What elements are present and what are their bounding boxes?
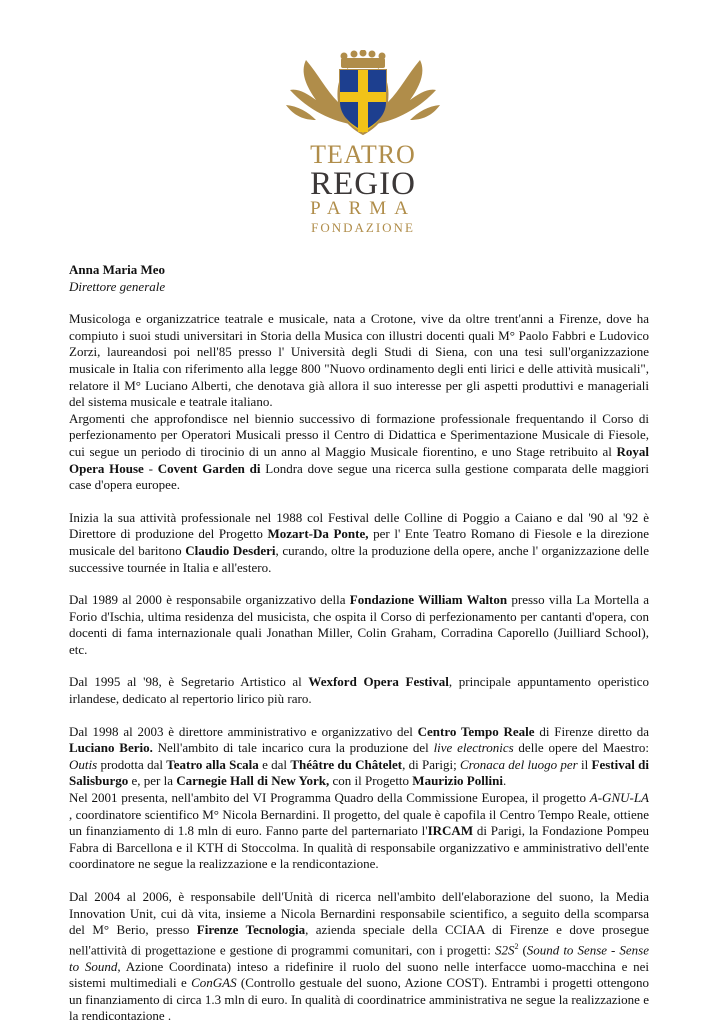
crest-icon xyxy=(278,50,448,140)
paragraph-wexford: Dal 1995 al '98, è Segretario Artistico al Wexford Opera Festival, principale appuntamento operistico irlandese, dedicato al repertorio lirico più raro. xyxy=(69,674,649,707)
paragraph-education: Musicologa e organizzatrice teatrale e musicale, nata a Crotone, vive da oltre trent'anni a Firenze, dove ha compiuto i suoi studi universitari in Storia della Musica con illustri docenti quali M° Paolo Fabbri e Ludovico Zorzi, laureandosi poi nell'85 presso l' Università degli Studi di Siena, con una tesi sull'organizzazione musicale in Italia con riferimento alla legge 800 "Nuovo ordinamento degli enti lirici e delle attività musicali", relatore il M° Luciano Alberti, che denotava già allora il suo interesse per gli aspetti produttivi e manageriali del sistema musicale e teatrale italiano. xyxy=(69,311,649,410)
biography xyxy=(69,262,649,1025)
paragraph-training: Argomenti che approfondisce nel biennio successivo di formazione professionale frequentando il Corso di perfezionamento per Operatori Musicali presso il Centro di Didattica e Sperimentazione Musicale di Fiesole, cui segue un periodo di tirocinio di un anno al Maggio Musicale fiorentino, e uno Stage retribuito al Royal Opera House - Covent Garden di Londra dove segue una ricerca sulla gestione comparata delle maggiori case d'opera europee. xyxy=(69,410,649,493)
logo-teatro: TEATRO xyxy=(310,140,416,169)
crown xyxy=(341,58,385,68)
person-name: Anna Maria Meo xyxy=(69,262,166,277)
person-role: Direttore generale xyxy=(69,278,166,294)
paragraph-career-start: Inizia la sua attività professionale nel 1988 col Festival delle Colline di Poggio a Caiano e dal '90 al '92 è Direttore di produzione del Progetto Mozart-Da Ponte, per l' Ente Teatro Romano di Fiesole e la direzione musicale del baritono Claudio Desderi, curando, oltre la produzione della opere, anche l' organizzazione delle successive tournée in Italia e all'estero. xyxy=(69,509,650,575)
paragraph-walton: Dal 1989 al 2000 è responsabile organizzativo della Fondazione William Walton presso villa La Mortella a Forio d'Ischia, ultima residenza del musicista, che ospita il Corso di perfezionamento per cantanti d'opera, con docenti di fama internazionale quali Jonathan Miller, Colin Graham, Corradina Caporello (Juilliard School), etc. xyxy=(69,592,649,657)
logo-regio: REGIO xyxy=(310,166,416,202)
paragraph-agnula: Nel 2001 presenta, nell'ambito del VI Programma Quadro della Commissione Europea, il progetto A-GNU-LA , coordinatore scientifico M° Nicola Bernardini. Il progetto, del quale è capofila il Centro Tempo Reale, ottiene un finanziamento di 1.8 mln di euro. Fanno parte del parternariato l'IRCAM di Parigi, la Fondazione Pompeu Fabra di Barcellona e il KTH di Stoccolma. In qualità di responsabile organizzativo e amministrativo dell'ente coordinatore ne segue la realizzazione e la rendicontazione. xyxy=(69,790,650,872)
logo-parma: PARMA xyxy=(310,198,416,219)
paragraph-tempo-reale: Dal 1998 al 2003 è direttore amministrativo e organizzativo del Centro Tempo Reale di Firenze diretto da Luciano Berio. Nell'ambito di tale incarico cura la produzione del live electronics delle opere del Maestro: Outis prodotta dal Teatro alla Scala e dal Théâtre du Châtelet, di Parigi; Cronaca del luogo per il Festival di Salisburgo e, per la Carnegie Hall di New York, con il Progetto Maurizio Pollini. xyxy=(69,723,649,789)
logo-fondazione: FONDAZIONE xyxy=(311,220,415,235)
paragraph-media-innovation: Dal 2004 al 2006, è responsabile dell'Unità di ricerca nell'ambito dell'elaborazione del suono, la Media Innovation Unit, cui dà vita, insieme a Nicola Bernardini responsabile scientifico, a seguito della scomparsa del M° Berio, presso Firenze Tecnologia, azienda speciale della CCIAA di Firenze e dove prosegue nell'attività di progettazione e gestione di programmi comunitari, con i progetti: $S2S^2$ (Sound to Sense - Sense to Sound, Azione Coordinata) inteso a ridefinire il ruolo del suono nelle interfacce uomo-macchina e nei sistemi multimediali e ConGAS (Controllo gestuale del suono, Azione COST). Entrambi i progetti ottengono un finanziamento di circa 1.3 mln di euro. In qualità di coordinatrice amministrativa ne segue la realizzazione e la rendicontazione . xyxy=(69,889,649,1024)
